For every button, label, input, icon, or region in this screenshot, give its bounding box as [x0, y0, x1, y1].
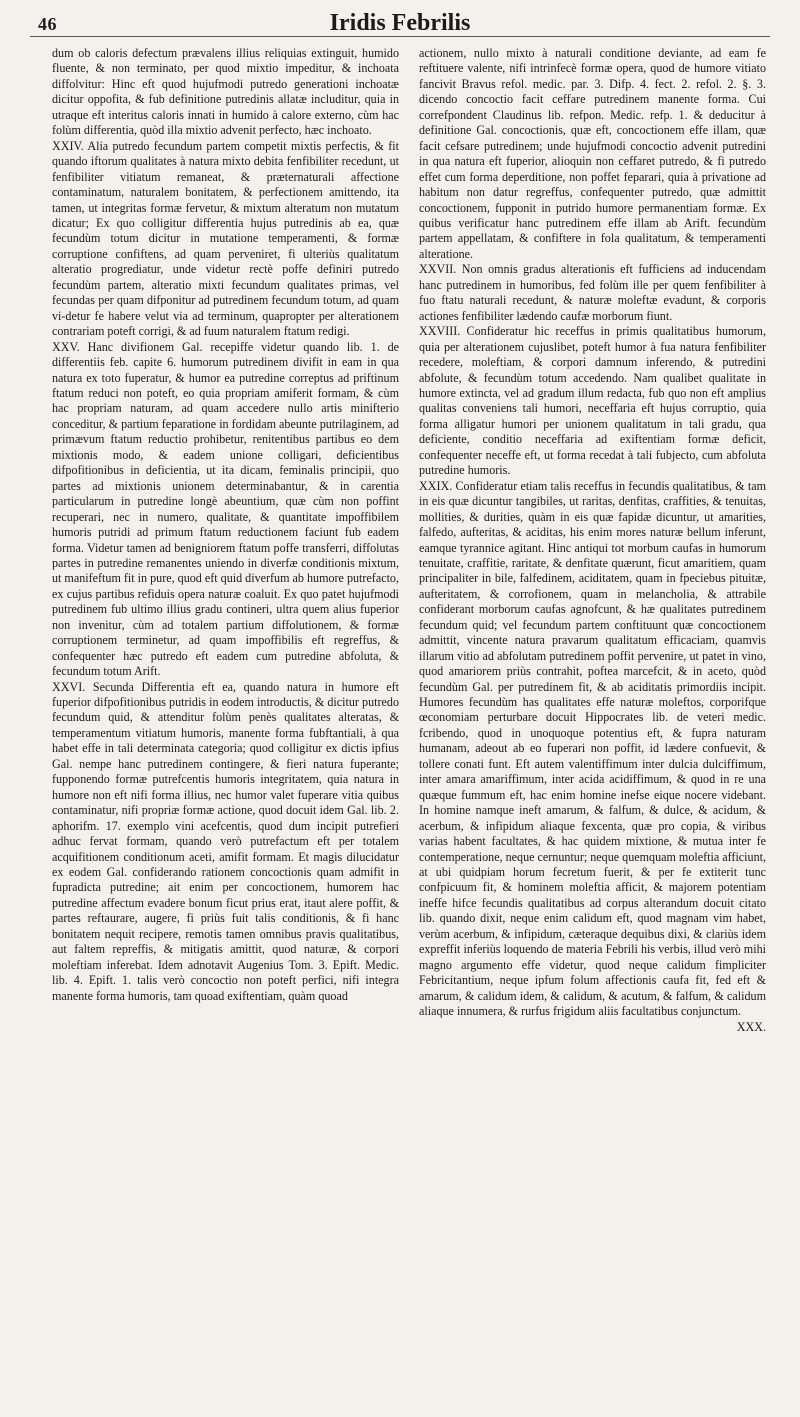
left-column — [52, 46, 399, 1405]
page-number: 46 — [38, 14, 57, 34]
running-title: Iridis Febrilis — [329, 10, 471, 36]
paragraph: XXVII. Non omnis gradus alterationis eft fufficiens ad inducendam hanc putredinem in humoribus, fed folùm ille per quem fenfibiliter à fuo ftatu naturali recedunt, & naturæ moleftæ evadunt, & corporis actiones fenfibiliter lædendo caufæ morborum fiunt. — [419, 262, 766, 323]
header-rule — [30, 36, 770, 37]
right-column — [419, 46, 766, 1405]
paragraph: XXIV. Alia putredo fecundum partem competit mixtis perfectis, & fit quando iftorum qualitates à natura mixto debita fenfibiliter recedunt, ut fenfibiliter vitiatum remaneat, & præternaturali affectione contaminatum, naturalem bonitatem, & perfectionem amittendo, ita tamen, ut integritas formæ fervetur, & mixtum alteratum non mutatum dicatur; Ex quo colligitur differentia hujus putredinis ab ea, quæ fecundùm totum dicitur in mutatione temperamenti, & formæ corruptione confiftens, ad quam perveniret, fi ulteriùs qualitatum alteratio progrediatur, unde videtur rectè poffe definiri putredo fecundùm partem, alteratio mixti fecundum qualitates primas, vel fecundas per quam difponitur ad putredinem fecundum totum, ad quam vi-detur fe habere velut via ad terminum, quapropter per alterationem contrariam poteft corrigi, & ad fuum naturalem ftatum redigi. — [52, 138, 399, 339]
catchword: XXX. — [736, 1019, 766, 1034]
paragraph: XXV. Hanc divifionem Gal. recepiffe videtur quando lib. 1. de differentiis feb. capite 6. humorum putredinem divifit in eam in qua natura ex toto fuperatur, & humor ea putredine correptus ad priftinum ftatum reduci non poteft, eo quia propriam amiferit formam, & cùm hac propriam naturam, ad quam accedere nullo artis minifterio conceditur, & partium feparatione in fordidam abeunte putrilaginem, ad primævum ftatum reductio prohibetur, renitentibus partibus eo dem mixtionis modo, & eadem unione colligari, deficientibus difpofitionibus in deficientia, ut ita dicam, feminalis principii, quo partes ad mixtionis unionem determinabantur, & in carentia particularum in putredine longè abeuntium, quæ cùm non poffint recuperari, nec in numero, qualitate, & quantitate impoffibilem humoris putridi ad primum ftatum reductionem faciunt fub eadem forma. Videtur tamen ad benigniorem ftatum poffe transferri, diffolutas partes in putredine remanentes uniendo in diverfæ conditionis mixtum, ut manifeftum fit in pure, quod eft quid diverfum ab humore putrefacto, ex cujus partibus refiduis opera naturæ coaluit. Ex quo patet hujufmodi putredinem fub ultimo illius gradu contineri, ultra quem alius fuperior non invenitur, cùm ad totalem partium diffolutionem, & formæ corruptionem terminetur, ad quam impoffibilis eft regreffus, & confequenter hæc putredo eft eadem cum putredine abfoluta, & fecundum totum Arift. — [52, 339, 399, 679]
page-header — [30, 6, 770, 36]
paragraph: actionem, nullo mixto à naturali conditione deviante, ad eam fe reftituere valente, nifi intrinfecè formæ opera, quod de humore vitiato fancivit Bravus refol. medic. par. 3. Difp. 4. fect. 2. refol. 2. §. 3. dicendo concoctio facit ceffare putredinem manente forma. Cui correfpondent Claudinus lib. refpon. Medic. refp. 1. & deducitur à definitione Gal. concoctionis, quæ eft, concoctionem effe illam, quæ facit cefsare putredinem; unde hujufmodi concoctio advenit putredini in qua natura eft fuperior, alioquin non ceffaret putredo, & fi putredo effet cum forma deperditione, non poffet feparari, quia à privatione ad habitum non datur regreffus, confequenter putredo, quæ admittit concoctionem, fupponit in putrido humore permanentiam formæ. Ex quibus verificatur hanc putredinem effe illam ab Arift. fecundùm partem appellatam, & confiftere in fola qualitatum, & temperamenti alteratione. — [419, 46, 766, 261]
paragraph: XXVI. Secunda Differentia eft ea, quando natura in humore eft fuperior difpofitionibus putridis in eodem introductis, & dicitur putredo fecundum quid, & attenditur folùm penès qualitates alteratas, & temperamentum vitiatum humoris, manente forma fubftantiali, à qua habet effe in tali determinata categoria; quod colligitur ex dictis ipfius Gal. nempe hanc putredinem contingere, & fieri natura fuperante; fupponendo formæ putrefcentis humoris integritatem, quia natura in humore non eft nifi forma illius, nec humor valet fuperare vitia quibus contaminatur, nifi propriæ formæ actione, quod docuit idem Gal. lib. 2. aphorifm. 17. exemplo vini acefcentis, quod dum incipit putrefieri adhuc fervat formam, quando verò putrefactum eft per totalem acquifitionem conditionum aceti, amifit formam. Et magis dilucidatur ex eodem Gal. confiderando rationem concoctionis quam admifit in fupradicta putredine; ait enim per concoctionem, humorem hac putredine affectum evadere bonum ficut prius erat, itaut alere poffit, & partes reftaurare, augere, fi priùs fuit talis conditionis, & fi hanc bonitatem nequit recipere, remotis tamen omnibus pravis qualitatibus, aut faltem repreffis, & mitigatis amittit, quod naturæ, & corpori moleftiam inferebat. Idem adnotavit Augenius Tom. 3. Epift. Medic. lib. 4. Epift. 1. talis verò concoctio non poteft perfici, nifi integra manente forma humoris, tam quoad exiftentiam, quàm quoad — [52, 679, 399, 1003]
paragraph: XXVIII. Confideratur hic receffus in primis qualitatibus humorum, quia per alterationem cujuslibet, poteft humor à fua natura fenfibiliter recedere, moleftiam, & corpori damnum inferendo, & putredini abfolute, & fecundùm totum accedendo. Nam qualibet qualitate in humore extincta, vel ad gradum illum redacta, fub quo non eft amplius qualitas conveniens tali humori, neceffaria eft hujus corruptio, quia forma alligatur humori per unionem qualitatum in tali gradu, qua deficiente, conditio neceffaria ad exiftentiam formæ deficit, confequenter neceffe eft, ut forma recedat à tali fubjecto, cum abfoluta putredine humoris. — [419, 324, 766, 478]
paragraph: dum ob caloris defectum prævalens illius reliquias extinguit, humido fluente, & non terminato, per quod mixtio impeditur, & inchoata diffolvitur: Hinc eft quod hujufmodi putredo generationi inchoatæ dicitur oppofita, & fub definitione putredinis allatæ includitur, quia in utraque eft interitus caloris innati in humido à calore externo, cùm hac folùm differentia, quòd illa mixtio advenit perfecto, hæc inchoato. — [52, 46, 399, 138]
paragraph: XXIX. Confideratur etiam talis receffus in fecundis qualitatibus, & tam in eis quæ dicuntur tangibiles, ut raritas, denfitas, craffities, & tenuitas, mollities, & durities, quàm in eis quæ fapidæ dicuntur, ut amarities, falfedo, aufteritas, & aciditas, his enim mores naturæ bellum inferunt, eamque tyrannice agitant. Hinc antiqui tot morbum caufas in humorum tenuitate, craffitie, raritate, & denfitate quærunt, ficut amaritiem, quam principaliter in bile, falfedinem, aciditatem, quam in fpeciebus pituitæ, aufteritatem, & corrofionem, quam in melancholia, & attrabile confiderant morborum caufas agnofcunt, & hæ qualitates putredinem fecundum quid; vel fecundum partem conftituunt quæ concoctionem admittit, vincente natura pravarum qualitatum efficaciam, quamvis illarum vitio ad abfolutam putredinem poffit pervenire, ut patet in vino, quod amariorem priùs contrahit, poftea marcefcit, & in aceto, quòd fecundùm Gal. per putredinem fit, & ab aciditatis primordiis incipit. Humores fecundùm has qualitates effe naturæ moleftos, corporifque œconomiam perturbare docuit Hippocrates lib. de veteri medic. fcribendo, quod in unoquoque potentius eft, & fupra naturam humanam, adeout ab eo fuperari non poffit, id lædere confuevit, & tollere conati funt. Eft autem valentiffimum inter dulcia dulciffimum, inter amara amariffimum, inter acida acidiffimum, & quod in re una quæque fummum eft, hac enim homine inefse eique nocere videbant. In homine namque ineft amarum, & falfum, & dulce, & acidum, & acerbum, & infipidum aliaque fexcenta, quæ pro copia, & viribus varias habent facultates, & hac quidem mixtione, & mutua inter fe contemperatione, neque cernuntur; neque quemquam moleftia afficiunt, at ubi quidpiam horum fecretum fuerit, & per fe extiterit tunc confpicuum fit, & hominem moleftia afficit, & majorem potentiam ineffe hifce fecundis qualitatibus ad corpus alterandum docuit citato lib. quando dixit, neque enim calidum eft, quod magnam vim habet, verùm acerbum, & infipidum, cæteraque dequibus dixi, & clariùs idem expreffit inferiùs loquendo de materia Febrili his verbis, illud verò mihi magno argumento effe videtur, quod neque calidum fimpliciter Febricitantium, neque ipfum folum affectionis caufa fit, fed eft & amarum, & calidum idem, & calidum, & acutum, & falfum, & calidum aliaque innumera, & rurfus frigidum aliis facultatibus conjunctum. — [419, 478, 766, 1019]
text-columns — [52, 46, 766, 1405]
